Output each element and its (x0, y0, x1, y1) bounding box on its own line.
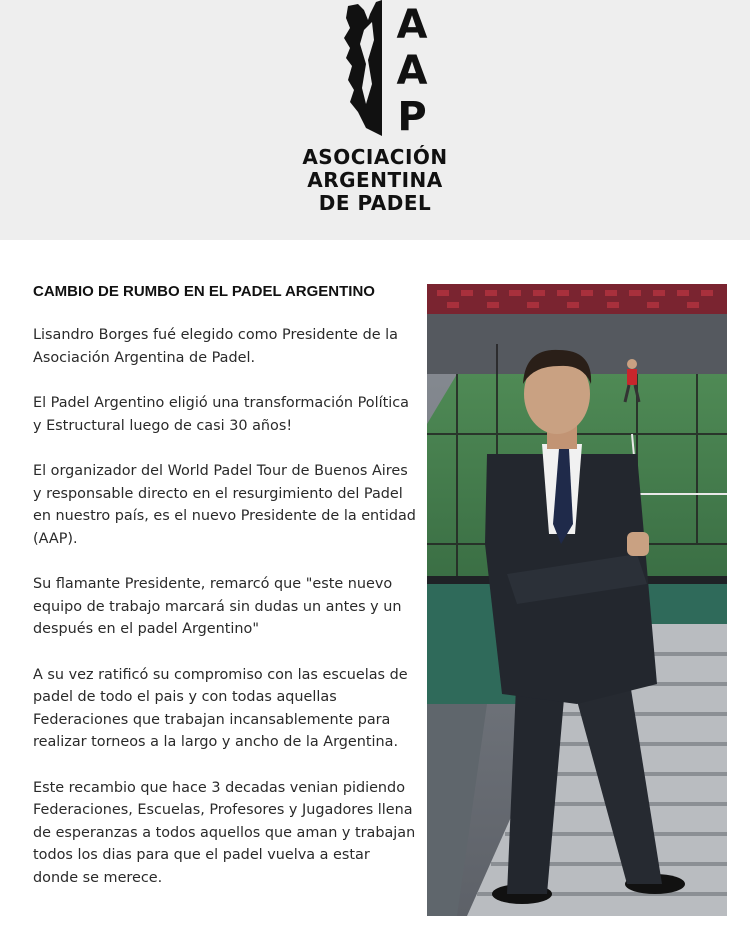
article-paragraph-3: El organizador del World Padel Tour de Buenos Aires y responsable directo en el resurgimiento del Padel en nuestro país, es el nuevo Presidente de la entidad (AAP). (33, 463, 416, 547)
org-name-line-1: ASOCIACIÓN (302, 145, 448, 169)
logo-letter-a2: A (396, 48, 428, 94)
article-paragraph-1: Lisandro Borges fué elegido como Presidente de la Asociación Argentina de Padel. (33, 327, 398, 366)
article-paragraph-5: A su vez ratificó su compromiso con las escuelas de padel de todo el pais y con todas aquellas Federaciones que trabajan incansablemente para realizar torneos a la largo y ancho de la Argentina. (33, 666, 408, 750)
president-photo (427, 284, 727, 916)
org-name-line-2: ARGENTINA (307, 168, 443, 192)
article-paragraph-2: El Padel Argentino eligió una transformación Política y Estructural luego de casi 30 años! (33, 395, 409, 434)
article-body (33, 282, 419, 912)
article-paragraph-6: Este recambio que hace 3 decadas venian pidiendo Federaciones, Escuelas, Profesores y Jugadores llena de esperanzas a todos aquellos que aman y trabajan todos los dias para que el padel vuelva a estar donde se merece. (33, 779, 416, 886)
logo-letter-p: P (397, 94, 427, 140)
article-title: CAMBIO DE RUMBO EN EL PADEL ARGENTINO (33, 283, 375, 300)
aap-logo (318, 0, 448, 140)
org-name-line-3: DE PADEL (318, 191, 432, 215)
header-banner (0, 0, 750, 240)
argentina-map-icon (344, 0, 382, 136)
logo-letter-a1: A (396, 2, 428, 48)
article-paragraph-4: Su flamante Presidente, remarcó que "este nuevo equipo de trabajo marcará sin dudas un antes y un después en el padel Argentino" (33, 576, 402, 637)
